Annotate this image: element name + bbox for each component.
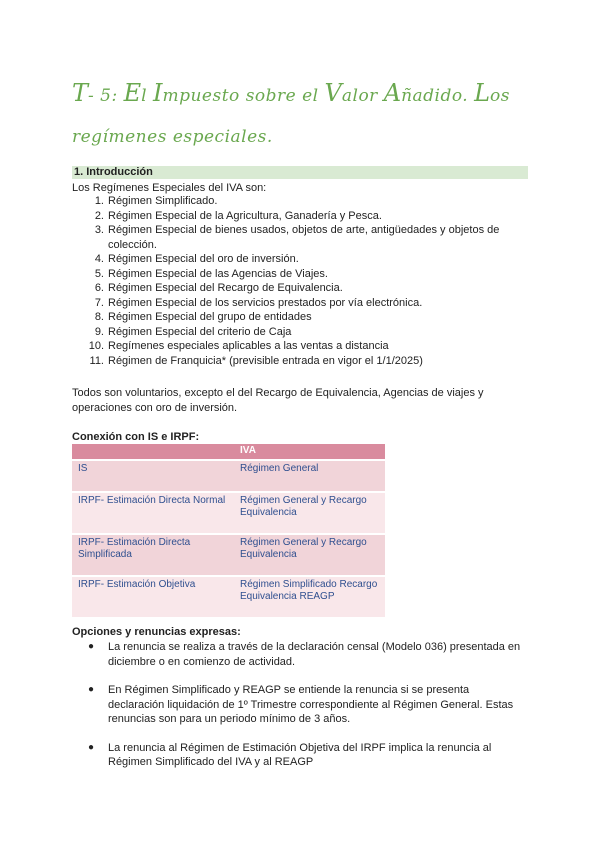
list-item: 8. Régimen Especial del grupo de entidades: [94, 311, 312, 323]
table-row: [72, 492, 385, 534]
table-cell: IS: [72, 460, 234, 492]
regimes-list: [72, 194, 526, 368]
bullet-icon: ●: [88, 641, 95, 652]
list-item: 5. Régimen Especial de las Agencias de Viajes.: [94, 267, 328, 280]
list-item: ● La renuncia se realiza a través de la declaración censal (Modelo 036) presentada en diciembre o en comienzo de actividad.: [88, 641, 521, 668]
table-cell: IRPF- Estimación Directa Normal: [72, 492, 234, 534]
list-item: 7. Régimen Especial de los servicios prestados por vía electrónica.: [94, 296, 423, 309]
bullet-icon: ●: [88, 684, 95, 695]
options-list: [72, 640, 526, 784]
table-cell: Régimen Simplificado Recargo Equivalencia REAGP: [234, 576, 385, 618]
table-row: [72, 534, 385, 576]
list-item: 9. Régimen Especial del criterio de Caja: [94, 325, 292, 338]
connection-table: [72, 444, 385, 619]
document-title: T- 5: El Impuesto sobre el Valor Añadido. Los regímenes especiales.: [72, 79, 510, 147]
table-row: [72, 460, 385, 492]
list-item: 10. Regímenes especiales aplicables a las ventas a distancia: [88, 340, 389, 352]
table-header-cell: [72, 444, 234, 460]
list-item: 6. Régimen Especial del Recargo de Equivalencia.: [94, 282, 343, 294]
list-item: 11. Régimen de Franquicia* (previsible entrada en vigor el 1/1/2025): [89, 354, 423, 367]
list-item: ● La renuncia al Régimen de Estimación Objetiva del IRPF implica la renuncia al Régimen Simplificado del IVA y al REAGP: [88, 741, 492, 768]
list-item: ● En Régimen Simplificado y REAGP se entiende la renuncia si se presenta declaración liquidación de 1º Trimestre correspondiente al Régimen General. Estas renuncias son para un periodo mínimo de 3 años.: [88, 684, 514, 725]
table-cell: Régimen General: [234, 460, 385, 492]
options-heading: Opciones y renuncias expresas:: [72, 626, 241, 638]
connection-heading: Conexión con IS e IRPF:: [72, 431, 200, 443]
list-item: 3. Régimen Especial de bienes usados, objetos de arte, antigüedades y objetos de colección.: [94, 224, 500, 251]
table-cell: IRPF- Estimación Directa Simplificada: [72, 534, 234, 576]
intro-lead-text: Los Regímenes Especiales del IVA son:: [72, 182, 267, 194]
voluntary-note: Todos son voluntarios, excepto el del Recargo de Equivalencia, Agencias de viajes y operaciones con oro de inversión.: [72, 387, 484, 414]
table-row: [72, 576, 385, 618]
section-heading-introduccion: 1. Introducción: [72, 166, 528, 179]
list-item: 4. Régimen Especial del oro de inversión.: [94, 253, 299, 265]
list-item: 1. Régimen Simplificado.: [94, 195, 218, 207]
list-item: 2. Régimen Especial de la Agricultura, Ganadería y Pesca.: [94, 209, 382, 222]
bullet-icon: ●: [88, 741, 95, 753]
table-header-row: [72, 444, 385, 460]
table-cell: Régimen General y Recargo Equivalencia: [234, 534, 385, 576]
table-cell: IRPF- Estimación Objetiva: [72, 576, 234, 618]
table-header-cell-iva: IVA: [234, 444, 385, 460]
table-cell: Régimen General y Recargo Equivalencia: [234, 492, 385, 534]
